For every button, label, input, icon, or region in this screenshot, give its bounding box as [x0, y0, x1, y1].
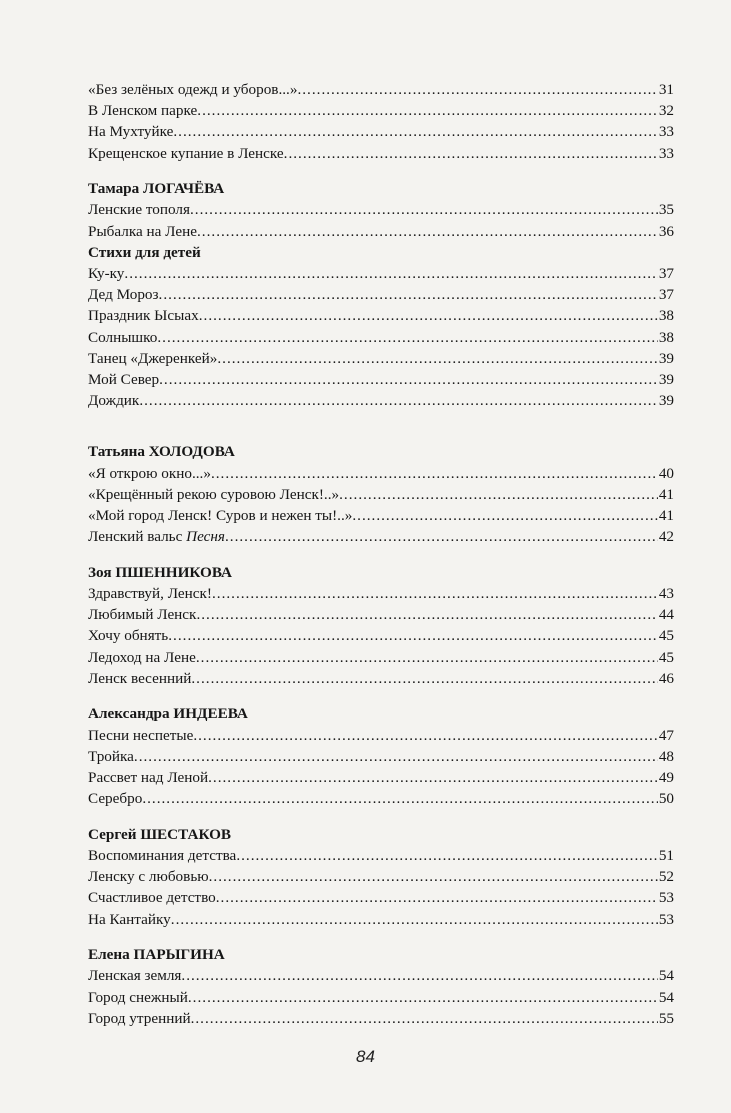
dot-leader	[212, 583, 658, 604]
entry-page-number: 33	[658, 144, 674, 162]
entry-title	[88, 327, 157, 348]
toc-section	[88, 441, 674, 547]
dot-leader	[197, 100, 658, 121]
toc-entry[interactable]	[88, 143, 674, 164]
entry-page-number: 45	[658, 627, 674, 645]
toc-entry[interactable]	[88, 604, 674, 625]
entry-title	[88, 965, 181, 986]
toc-entry[interactable]	[88, 484, 674, 505]
entry-title-text: Город снежный	[88, 988, 188, 1006]
entry-title	[88, 583, 212, 604]
entry-title-text: Рыбалка на Лене	[88, 222, 197, 240]
entry-page-number: 40	[658, 464, 674, 482]
entry-page-number: 52	[658, 868, 674, 886]
toc-entry[interactable]	[88, 327, 674, 348]
entry-title	[88, 887, 216, 908]
toc-entry[interactable]	[88, 369, 674, 390]
entry-page-number: 48	[658, 747, 674, 765]
entry-page-number: 42	[658, 528, 674, 546]
entry-page-number: 47	[658, 726, 674, 744]
entry-page-number: 53	[658, 889, 674, 907]
dot-leader	[157, 327, 657, 348]
toc-entry[interactable]	[88, 668, 674, 689]
toc-entry[interactable]	[88, 909, 674, 930]
entry-title	[88, 767, 208, 788]
entry-title	[88, 284, 159, 305]
entry-page-number: 54	[658, 967, 674, 985]
dot-leader	[197, 221, 658, 242]
dot-leader	[199, 305, 658, 326]
toc-entry[interactable]	[88, 505, 674, 526]
dot-leader	[142, 788, 658, 809]
entry-title-text: Любимый Ленск	[88, 606, 197, 624]
author-heading: Тамара ЛОГАЧЁВА	[88, 180, 225, 198]
toc-entry[interactable]	[88, 79, 674, 100]
entry-title	[88, 263, 124, 284]
entry-title-text: Ленские тополя	[88, 201, 190, 219]
entry-title-text: Ленск весенний	[88, 669, 192, 687]
entry-title-text: Ку-ку	[88, 265, 125, 282]
dot-leader	[191, 1008, 658, 1029]
entry-title	[88, 390, 139, 411]
toc-entry[interactable]	[88, 305, 674, 326]
toc-entry[interactable]	[88, 526, 674, 547]
entry-title	[88, 987, 188, 1008]
entry-title-text: Рассвет над Леной	[88, 768, 209, 786]
toc-entry[interactable]	[88, 199, 674, 220]
entry-page-number: 51	[658, 847, 674, 864]
entry-title	[88, 647, 196, 668]
toc-entry[interactable]	[88, 866, 674, 887]
entry-title	[88, 463, 211, 484]
dot-leader	[181, 965, 657, 986]
toc-entry[interactable]	[88, 284, 674, 305]
dot-leader	[236, 845, 658, 866]
toc-entry[interactable]	[88, 263, 674, 284]
entry-title-text: Ленску с любовью	[88, 868, 209, 886]
entry-title	[88, 369, 159, 390]
entry-title-text: Здравствуй, Ленск!	[88, 584, 212, 602]
entry-title-text: Праздник Ысыах	[88, 307, 199, 325]
dot-leader	[297, 79, 657, 100]
toc-section	[88, 944, 674, 1029]
table-of-contents	[88, 79, 674, 1029]
entry-page-number: 36	[658, 222, 674, 240]
entry-title-text: В Ленском парке	[88, 102, 198, 120]
toc-entry[interactable]	[88, 845, 674, 866]
dot-leader	[352, 505, 657, 526]
entry-title-text: Дождик	[88, 392, 140, 410]
toc-entry[interactable]	[88, 767, 674, 788]
entry-page-number: 39	[658, 370, 674, 388]
entry-page-number: 55	[658, 1009, 674, 1027]
author-heading: Елена ПАРЫГИНА	[88, 946, 225, 964]
entry-title-text: На Кантайку	[88, 910, 171, 928]
dot-leader	[173, 121, 657, 142]
entry-title	[88, 348, 217, 369]
entry-title-text: Ленская земля	[88, 967, 182, 985]
entry-title	[88, 909, 171, 930]
dot-leader	[134, 746, 658, 767]
toc-entry[interactable]	[88, 987, 674, 1008]
entry-page-number: 41	[658, 506, 674, 524]
page-number: 84	[356, 1047, 375, 1066]
entry-title-text: Дед Мороз	[88, 286, 159, 304]
toc-section	[88, 824, 674, 930]
dot-leader	[217, 348, 657, 369]
entry-title-text: «Без зелёных одежд и уборов...»	[88, 81, 298, 98]
entry-title-text: Счастливое детство	[88, 889, 216, 907]
author-heading: Александра ИНДЕЕВА	[88, 705, 248, 723]
toc-entry[interactable]	[88, 583, 674, 604]
dot-leader	[190, 199, 658, 220]
toc-entry[interactable]	[88, 121, 674, 142]
toc-entry[interactable]	[88, 221, 674, 242]
entry-title-text: Танец «Джеренкей»	[88, 349, 218, 367]
entry-page-number: 35	[658, 201, 674, 219]
entry-page-number: 54	[658, 988, 674, 1006]
entry-title-text: Хочу обнять	[88, 627, 169, 645]
toc-entry[interactable]	[88, 746, 674, 767]
entry-title	[88, 1008, 191, 1029]
entry-title	[88, 526, 225, 547]
toc-entry[interactable]	[88, 1008, 674, 1029]
entry-title	[88, 100, 197, 121]
entry-page-number: 45	[658, 648, 674, 666]
entry-page-number: 46	[658, 669, 674, 687]
entry-title-text: Мой Север	[88, 370, 160, 388]
dot-leader	[171, 909, 658, 930]
entry-page-number: 53	[658, 910, 674, 928]
toc-section	[88, 79, 674, 164]
toc-entry[interactable]	[88, 788, 674, 809]
dot-leader	[159, 284, 658, 305]
entry-title-italic: Песня	[186, 528, 225, 546]
entry-title	[88, 484, 339, 505]
entry-page-number: 39	[658, 349, 674, 367]
entry-page-number: 32	[658, 102, 674, 120]
author-heading: Зоя ПШЕННИКОВА	[88, 563, 232, 581]
entry-page-number: 43	[658, 584, 674, 602]
author-heading: Сергей ШЕСТАКОВ	[88, 825, 232, 843]
dot-leader	[168, 625, 658, 646]
entry-title-text: Тройка	[88, 747, 134, 765]
entry-title-text: Ледоход на Лене	[88, 648, 196, 666]
toc-section	[88, 703, 674, 809]
entry-title	[88, 143, 284, 164]
entry-title-text: «Я открою окно...»	[88, 464, 211, 482]
dot-leader	[216, 887, 658, 908]
entry-title	[88, 788, 142, 809]
dot-leader	[139, 390, 658, 411]
entry-title	[88, 725, 193, 746]
dot-leader	[196, 604, 657, 625]
entry-title	[88, 625, 168, 646]
entry-title-text: Серебро	[88, 790, 143, 808]
entry-title	[88, 79, 297, 100]
entry-page-number: 49	[658, 768, 674, 786]
entry-page-number: 38	[658, 328, 674, 346]
toc-entry[interactable]	[88, 725, 674, 746]
dot-leader	[209, 866, 658, 887]
toc-section	[88, 562, 674, 689]
entry-title	[88, 604, 196, 625]
dot-leader	[188, 987, 658, 1008]
entry-title-text: Солнышко	[88, 328, 158, 346]
entry-page-number: 38	[658, 307, 674, 325]
toc-entry[interactable]	[88, 647, 674, 668]
entry-title-text: Ленский вальс	[88, 528, 183, 546]
entry-title-text: Воспоминания детства	[88, 847, 237, 864]
entry-page-number: 39	[658, 392, 674, 410]
entry-title	[88, 305, 199, 326]
entry-title	[88, 866, 209, 887]
toc-entry[interactable]	[88, 100, 674, 121]
dot-leader	[159, 369, 658, 390]
entry-page-number: 44	[658, 606, 674, 624]
entry-title-text: Песни неспетые	[88, 726, 194, 744]
dot-leader	[191, 668, 657, 689]
entry-page-number: 31	[658, 81, 674, 98]
toc-entry[interactable]	[88, 390, 674, 411]
dot-leader	[196, 647, 658, 668]
toc-section	[88, 242, 674, 412]
entry-title	[88, 121, 173, 142]
subheading: Стихи для детей	[88, 243, 201, 261]
entry-title	[88, 199, 190, 220]
dot-leader	[193, 725, 657, 746]
entry-page-number: 33	[658, 123, 674, 141]
dot-leader	[211, 463, 658, 484]
dot-leader	[339, 484, 658, 505]
entry-title-text: Крещенское купание в Ленске	[88, 144, 284, 162]
dot-leader	[284, 143, 658, 164]
entry-title-text: Город утренний	[88, 1009, 191, 1027]
entry-page-number: 37	[658, 265, 674, 282]
entry-page-number: 37	[658, 286, 674, 304]
toc-entry[interactable]	[88, 348, 674, 369]
entry-title-text: На Мухтуйке	[88, 123, 174, 141]
toc-entry[interactable]	[88, 965, 674, 986]
toc-section	[88, 178, 674, 242]
entry-title	[88, 221, 197, 242]
entry-title	[88, 668, 191, 689]
entry-title-text: «Крещённый рекою суровою Ленск!..»	[88, 485, 340, 503]
dot-leader	[124, 263, 657, 284]
entry-page-number: 50	[658, 790, 674, 808]
entry-title-text: «Мой город Ленск! Суров и нежен ты!..»	[88, 506, 353, 524]
author-heading: Татьяна ХОЛОДОВА	[88, 443, 235, 461]
dot-leader	[208, 767, 658, 788]
dot-leader	[225, 526, 658, 547]
toc-entry[interactable]	[88, 625, 674, 646]
entry-title	[88, 505, 352, 526]
entry-title	[88, 746, 134, 767]
toc-entry[interactable]	[88, 463, 674, 484]
entry-title	[88, 845, 236, 866]
entry-page-number: 41	[658, 485, 674, 503]
toc-entry[interactable]	[88, 887, 674, 908]
